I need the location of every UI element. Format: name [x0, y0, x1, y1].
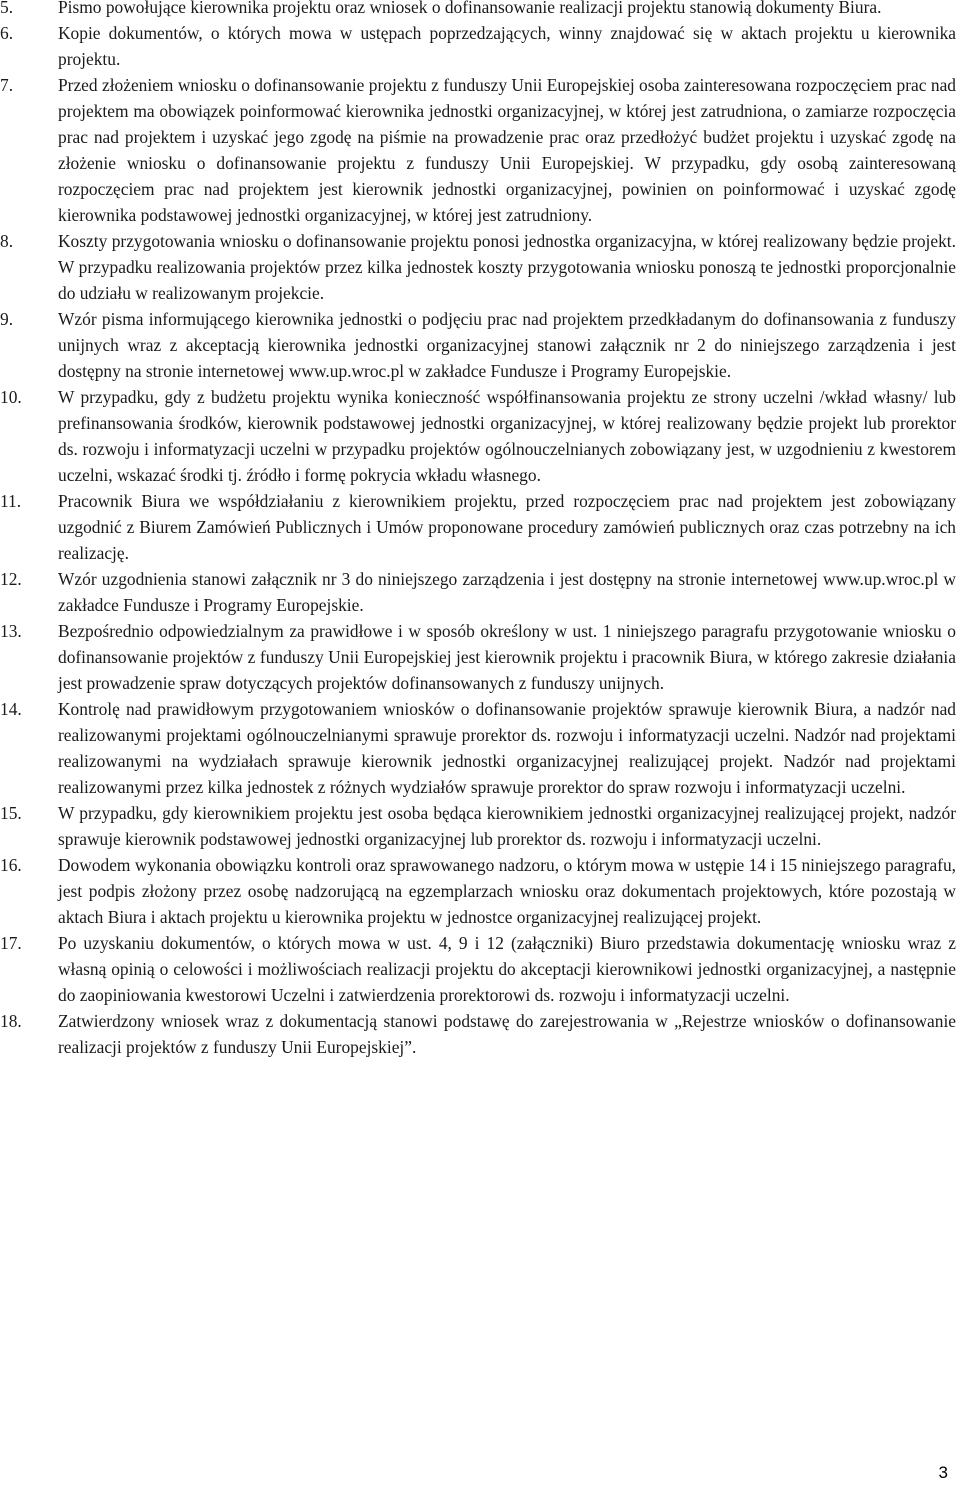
item-number: 16.: [0, 855, 22, 875]
item-text: W przypadku, gdy kierownikiem projektu jest osoba będąca kierownikiem jednostki organizacyjnej realizującej projekt, nadzór sprawuje kierownik podstawowej jednostki organizacyjnej lub prorektor ds. rozwoju i informatyzacji uczelni.: [58, 803, 956, 849]
item-text: Przed złożeniem wniosku o dofinansowanie projektu z funduszy Unii Europejskiej osoba zainteresowana rozpoczęciem prac nad projektem ma obowiązek poinformować kierownika jednostki organizacyjnej, w której jest zatrudniona, o zamiarze rozpoczęcia prac nad projektem i uzyskać jego zgodę na piśmie na prowadzenie prac oraz przedłożyć budżet projektu i uzyskać zgodę na złożenie wniosku o dofinansowanie projektu z funduszy Unii Europejskiej. W przypadku, gdy osobą zainteresowaną rozpoczęciem prac nad projektem jest kierownik jednostki organizacyjnej, powinien on poinformować i uzyskać zgodę kierownika podstawowej jednostki organizacyjnej, w której jest zatrudniony.: [58, 75, 956, 225]
item-number: 14.: [0, 699, 22, 719]
item-text: Dowodem wykonania obowiązku kontroli oraz sprawowanego nadzoru, o którym mowa w ustępie 14 i 15 niniejszego paragrafu, jest podpis złożony przez osobę nadzorującą na egzemplarzach wniosku oraz dokumentach projektowych, które pozostają w aktach Biura i aktach projektu u kierownika projektu w jednostce organizacyjnej realizującej projekt.: [58, 855, 956, 927]
list-item-7: [0, 72, 956, 228]
page-number: 3: [938, 1463, 948, 1482]
item-number: 6.: [0, 23, 14, 43]
list-item-14: [0, 696, 956, 800]
item-number: 10.: [0, 387, 22, 407]
item-number: 15.: [0, 803, 22, 823]
item-text: W przypadku, gdy z budżetu projektu wynika konieczność współfinansowania projektu ze strony uczelni /wkład własny/ lub prefinansowania środków, kierownik podstawowej jednostki organizacyjnej, w której realizowany będzie projekt lub prorektor ds. rozwoju i informatyzacji uczelni w przypadku projektów ogólnouczelnianych zobowiązany jest, w uzgodnieniu z kwestorem uczelni, wskazać środki tj. źródło i formę pokrycia wkładu własnego.: [58, 387, 956, 485]
item-number: 9.: [0, 309, 14, 329]
item-number: 12.: [0, 569, 22, 589]
item-text: Wzór uzgodnienia stanowi załącznik nr 3 do niniejszego zarządzenia i jest dostępny na stronie internetowej www.up.wroc.pl w zakładce Fundusze i Programy Europejskie.: [58, 569, 956, 615]
item-number: 11.: [0, 491, 22, 511]
list-item-5: [0, 0, 956, 20]
item-text: Wzór pisma informującego kierownika jednostki o podjęciu prac nad projektem przedkładanym do dofinansowania z funduszy unijnych wraz z akceptacją kierownika jednostki organizacyjnej stanowi załącznik nr 2 do niniejszego zarządzenia i jest dostępny na stronie internetowej www.up.wroc.pl w zakładce Fundusze i Programy Europejskie.: [58, 309, 956, 381]
list-item-13: [0, 618, 956, 696]
list-item-11: [0, 488, 956, 566]
item-text: Kopie dokumentów, o których mowa w ustępach poprzedzających, winny znajdować się w aktach projektu u kierownika projektu.: [58, 23, 956, 69]
item-number: 18.: [0, 1011, 22, 1031]
item-number: 8.: [0, 231, 14, 251]
item-text: Kontrolę nad prawidłowym przygotowaniem wniosków o dofinansowanie projektów sprawuje kierownik Biura, a nadzór nad realizowanymi projektami ogólnouczelnianymi sprawuje prorektor ds. rozwoju i informatyzacji uczelni. Nadzór nad projektami realizowanymi na wydziałach sprawuje kierownik jednostki organizacyjnej realizującej projekt. Nadzór nad projektami realizowanymi przez kilka jednostek z różnych wydziałów sprawuje prorektor do spraw rozwoju i informatyzacji uczelni.: [58, 699, 956, 797]
list-item-10: [0, 384, 956, 488]
item-text: Zatwierdzony wniosek wraz z dokumentacją stanowi podstawę do zarejestrowania w „Rejestrze wniosków o dofinansowanie realizacji projektów z funduszy Unii Europejskiej”.: [58, 1011, 956, 1057]
list-item-8: [0, 228, 956, 306]
list-item-9: [0, 306, 956, 384]
item-text: Koszty przygotowania wniosku o dofinansowanie projektu ponosi jednostka organizacyjna, w której realizowany będzie projekt. W przypadku realizowania projektów przez kilka jednostek koszty przygotowania wniosku ponoszą te jednostki proporcjonalnie do udziału w realizowanym projekcie.: [58, 231, 956, 303]
item-text: Bezpośrednio odpowiedzialnym za prawidłowe i w sposób określony w ust. 1 niniejszego paragrafu przygotowanie wniosku o dofinansowanie projektów z funduszy Unii Europejskiej jest kierownik projektu i pracownik Biura, w którego zakresie działania jest prowadzenie spraw dotyczących projektów dofinansowanych z funduszy unijnych.: [58, 621, 956, 693]
list-item-15: [0, 800, 956, 852]
list-item-16: [0, 852, 956, 930]
item-text: Po uzyskaniu dokumentów, o których mowa w ust. 4, 9 i 12 (załączniki) Biuro przedstawia dokumentację wniosku wraz z własną opinią o celowości i możliwościach realizacji projektu do akceptacji kierownikowi jednostki organizacyjnej, a następnie do zaopiniowania kwestorowi Uczelni i zatwierdzenia prorektorowi ds. rozwoju i informatyzacji uczelni.: [58, 933, 956, 1005]
list-item-6: [0, 20, 956, 72]
item-number: 13.: [0, 621, 22, 641]
item-number: 17.: [0, 933, 22, 953]
item-text: Pracownik Biura we współdziałaniu z kierownikiem projektu, przed rozpoczęciem prac nad projektem jest zobowiązany uzgodnić z Biurem Zamówień Publicznych i Umów proponowane procedury zamówień publicznych oraz czas potrzebny na ich realizację.: [58, 491, 956, 563]
item-number: 7.: [0, 75, 14, 95]
item-number: 5.: [0, 0, 14, 17]
item-text: Pismo powołujące kierownika projektu oraz wniosek o dofinansowanie realizacji projektu stanowią dokumenty Biura.: [58, 0, 882, 17]
list-item-17: [0, 930, 956, 1008]
list-item-12: [0, 566, 956, 618]
list-item-18: [0, 1008, 956, 1060]
